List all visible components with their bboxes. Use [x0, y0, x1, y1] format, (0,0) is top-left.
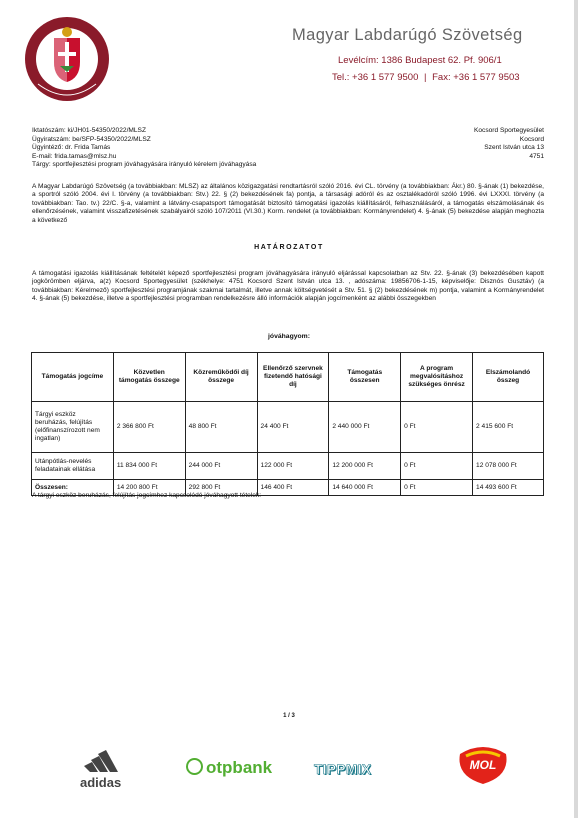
recipient-street: Szent István utca 13 — [484, 144, 544, 152]
recipient-address — [474, 127, 544, 161]
org-phone: Tel.: +36 1 577 9500 — [332, 72, 419, 83]
body-paragraph: A támogatási igazolás kiállításának feltételét képező sportfejlesztési program jóváhagyására irányuló eljárással kapcsolatban az Stv. 22. §-ának (3) bekezdésében kapott jogkörömben eljárva, a(z) Kocsord Sportegyesület (székhelye: 4751 Kocsord Szent István utca 13. , adószáma: 19856706-1-15, képviselője: Disznós Gusztáv) (a továbbiakban: Kérelmező) sportfejlesztési programjának szakmai tartalmát, illetve annak költségvetését a Stv. 51. § (2) bekezdésének m) pontja, valamint a Kormányrendelet 4. §-ának (5) bekezdése, illetve a sportfejlesztési programban rendelkezésre álló információk alapján jogcímenként az alábbi összegekben — [32, 270, 544, 303]
mol-wordmark: MOL — [469, 758, 497, 772]
tippmix-logo: TIPPMIX — [314, 762, 372, 777]
page-edge — [574, 0, 578, 818]
after-table-text: A tárgyi eszköz beruházás, felújítás jogcímhez kapcsolódó jóváhagyott tételek: — [32, 492, 262, 499]
table-cell: Tárgyi eszköz beruházás, felújítás (előfinanszírozott nem ingatlan) — [32, 402, 114, 453]
table-header: Közvetlen támogatás összege — [113, 353, 185, 402]
table-cell: 12 078 000 Ft — [473, 453, 544, 480]
table-header: Elszámolandó összeg — [473, 353, 544, 402]
approval-table — [31, 352, 544, 496]
table-cell: 0 Ft — [401, 402, 473, 453]
targy: Tárgy: sportfejlesztési program jóváhagyására irányuló kérelem jóváhagyása — [32, 161, 257, 169]
table-cell: 244 000 Ft — [185, 453, 257, 480]
adidas-wordmark: adidas — [80, 775, 122, 790]
table-cell: 2 366 800 Ft — [113, 402, 185, 453]
table-cell: 11 834 000 Ft — [113, 453, 185, 480]
document-meta — [32, 127, 256, 170]
org-fax: Fax: +36 1 577 9503 — [432, 72, 520, 83]
otp-circle-icon — [186, 758, 203, 775]
mol-logo — [454, 746, 512, 786]
org-address: Levélcím: 1386 Budapest 62. Pf. 906/1 — [338, 55, 502, 66]
table-cell: 14 493 600 Ft — [473, 480, 544, 496]
recipient-city: Kocsord — [519, 135, 544, 143]
approval-label: jóváhagyom: — [268, 333, 310, 340]
table-header: Ellenőrző szervnek fizetendő hatósági díj — [257, 353, 329, 402]
table-header: Támogatás összesen — [329, 353, 401, 402]
adidas-stripes-icon — [78, 748, 134, 772]
table-cell: Utánpótlás-nevelés feladatainak ellátása — [32, 453, 114, 480]
table-cell: 2 440 000 Ft — [329, 402, 401, 453]
page-number: 1 / 3 — [283, 713, 295, 719]
otpbank-logo — [186, 758, 272, 778]
adidas-logo — [78, 748, 134, 790]
table-header: Támogatás jogcíme — [32, 353, 114, 402]
intro-paragraph: A Magyar Labdarúgó Szövetség (a továbbiakban: MLSZ) az általános közigazgatási rendtartásról szóló 2016. évi CL. törvény (a továbbiakban: Ákr.) 80. §-ának (1) bekezdése, a sportról szóló 2004. évi I. törvény (a továbbiakban: Stv.) 22. § (2) bekezdésének fa) pontja, a társasági adóról és az osztalékadóról szóló 1996. évi LXXXI. törvény (a továbbiakban: Tao. tv.) 22/C. §-a, valamint a látvány-csapatsport támogatását biztosító támogatási igazolás kiállításáról, felhasználásáról, a támogatás elszámolásának és ellenőrzésének, valamint visszafizetésének szabályairól szóló 107/2011 (VI.30.) Korm. rendelet (a továbbiakban: Kormányrendelet) 4. §-ának (5) bekezdése alapján meghozta a következő — [32, 183, 544, 224]
otpbank-wordmark: otpbank — [206, 758, 273, 777]
table-cell: 12 200 000 Ft — [329, 453, 401, 480]
table-cell: 14 640 000 Ft — [329, 480, 401, 496]
table-cell: 122 000 Ft — [257, 453, 329, 480]
table-cell: 146 400 Ft — [257, 480, 329, 496]
ugyintezo: Ügyintéző: dr. Frida Tamás — [32, 144, 111, 152]
ugyiratszam: Ügyiratszám: be/SFP-54350/2022/MLSZ — [32, 135, 151, 143]
table-cell: 0 Ft — [401, 480, 473, 496]
table-cell: 14 200 800 Ft — [113, 480, 185, 496]
org-contact — [332, 72, 578, 83]
recipient-zip: 4751 — [529, 152, 544, 160]
table-row — [32, 453, 544, 480]
iktatoszam: Iktatószám: ki/JH01-54350/2022/MLSZ — [32, 127, 146, 134]
mlsz-logo — [24, 14, 110, 104]
table-cell: 0 Ft — [401, 453, 473, 480]
table-cell: 24 400 Ft — [257, 402, 329, 453]
email: E-mail: frida.tamas@mlsz.hu — [32, 152, 117, 160]
table-row — [32, 402, 544, 453]
table-header: A program megvalósításhoz szükséges önrész — [401, 353, 473, 402]
contact-separator: | — [424, 72, 427, 83]
table-cell: 292 800 Ft — [185, 480, 257, 496]
table-cell: 48 800 Ft — [185, 402, 257, 453]
decision-heading: HATÁROZATOT — [254, 244, 324, 251]
table-header: Közreműködői díj összege — [185, 353, 257, 402]
org-name: Magyar Labdarúgó Szövetség — [292, 26, 523, 44]
table-cell: Összesen: — [32, 480, 114, 496]
recipient-name: Kocsord Sportegyesület — [473, 127, 544, 134]
table-cell: 2 415 600 Ft — [473, 402, 544, 453]
table-header-row — [32, 353, 544, 402]
